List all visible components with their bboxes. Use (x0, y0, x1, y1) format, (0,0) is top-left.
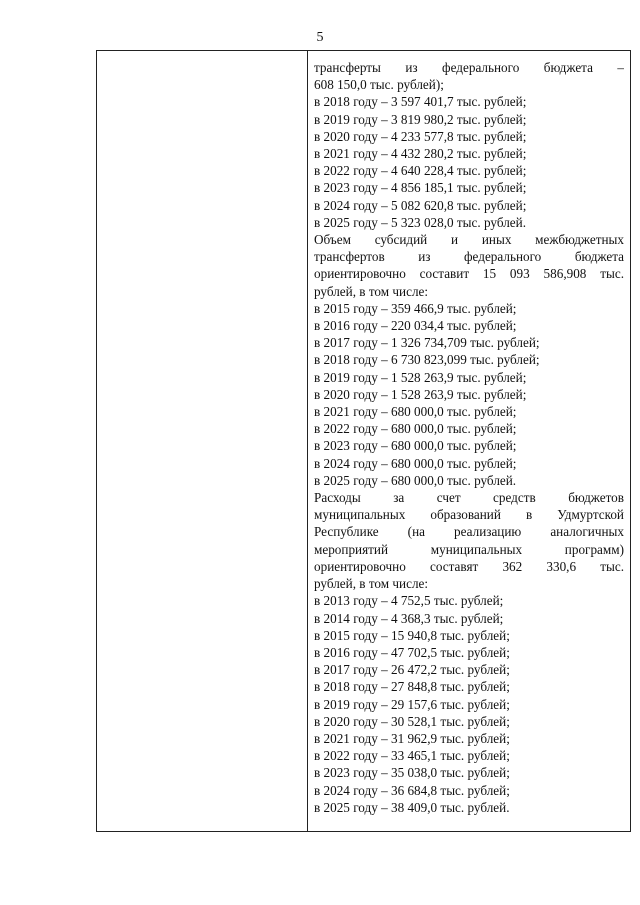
text-line: в 2024 году – 680 000,0 тыс. рублей; (314, 455, 517, 471)
text-line: в 2014 году – 4 368,3 тыс. рублей; (314, 610, 504, 626)
text-line: ориентировочно составят 362 330,6 тыс. (314, 558, 624, 574)
text-line: в 2017 году – 26 472,2 тыс. рублей; (314, 662, 510, 678)
text-line: в 2023 году – 680 000,0 тыс. рублей; (314, 438, 517, 454)
table-left-column (97, 51, 308, 831)
text-line: в 2018 году – 3 597 401,7 тыс. рублей; (314, 94, 527, 110)
text-line: 608 150,0 тыс. рублей); (314, 77, 444, 93)
text-line: Расходы за счет средств бюджетов (314, 490, 624, 506)
text-line: ориентировочно составит 15 093 586,908 тыс. (314, 266, 624, 282)
text-line: в 2020 году – 30 528,1 тыс. рублей; (314, 713, 510, 729)
text-line: в 2023 году – 4 856 185,1 тыс. рублей; (314, 180, 527, 196)
text-line: Объем субсидий и иных межбюджетных (314, 232, 624, 248)
text-line: в 2021 году – 31 962,9 тыс. рублей; (314, 730, 510, 746)
text-line: в 2025 году – 38 409,0 тыс. рублей. (314, 799, 510, 815)
text-line: в 2017 году – 1 326 734,709 тыс. рублей; (314, 335, 540, 351)
text-line: мероприятий муниципальных программ) (314, 541, 624, 557)
text-line: в 2013 году – 4 752,5 тыс. рублей; (314, 593, 504, 609)
text-line: в 2021 году – 680 000,0 тыс. рублей; (314, 404, 517, 420)
text-line: в 2018 году – 6 730 823,099 тыс. рублей; (314, 352, 540, 368)
text-line: в 2015 году – 359 466,9 тыс. рублей; (314, 300, 517, 316)
text-line: в 2024 году – 5 082 620,8 тыс. рублей; (314, 197, 527, 213)
text-line: в 2022 году – 680 000,0 тыс. рублей; (314, 421, 517, 437)
text-line: трансфертов из федерального бюджета (314, 249, 624, 265)
text-line: в 2022 году – 33 465,1 тыс. рублей; (314, 748, 510, 764)
document-table (96, 50, 631, 832)
text-line: в 2020 году – 1 528 263,9 тыс. рублей; (314, 386, 527, 402)
text-line: в 2020 году – 4 233 577,8 тыс. рублей; (314, 128, 527, 144)
text-line: в 2021 году – 4 432 280,2 тыс. рублей; (314, 146, 527, 162)
text-line: в 2025 году – 680 000,0 тыс. рублей. (314, 472, 517, 488)
text-line: в 2019 году – 1 528 263,9 тыс. рублей; (314, 369, 527, 385)
text-line: в 2024 году – 36 684,8 тыс. рублей; (314, 782, 510, 798)
text-line: в 2022 году – 4 640 228,4 тыс. рублей; (314, 163, 527, 179)
text-line: рублей, в том числе: (314, 576, 429, 592)
text-line: в 2019 году – 3 819 980,2 тыс. рублей; (314, 111, 527, 127)
page-number: 5 (316, 30, 324, 45)
text-line: трансферты из федерального бюджета – (314, 60, 624, 75)
text-line: рублей, в том числе: (314, 283, 429, 299)
text-line: в 2019 году – 29 157,6 тыс. рублей; (314, 696, 510, 712)
text-line: Республике (на реализацию аналогичных (314, 524, 624, 540)
text-line: муниципальных образований в Удмуртской (314, 507, 624, 523)
text-line: в 2015 году – 15 940,8 тыс. рублей; (314, 627, 510, 643)
text-line: в 2016 году – 220 034,4 тыс. рублей; (314, 318, 517, 334)
text-line: в 2018 году – 27 848,8 тыс. рублей; (314, 679, 510, 695)
text-line: в 2025 году – 5 323 028,0 тыс. рублей. (314, 214, 526, 230)
text-line: в 2016 году – 47 702,5 тыс. рублей; (314, 644, 510, 660)
text-line: в 2023 году – 35 038,0 тыс. рублей; (314, 765, 510, 781)
table-right-column (308, 51, 630, 831)
